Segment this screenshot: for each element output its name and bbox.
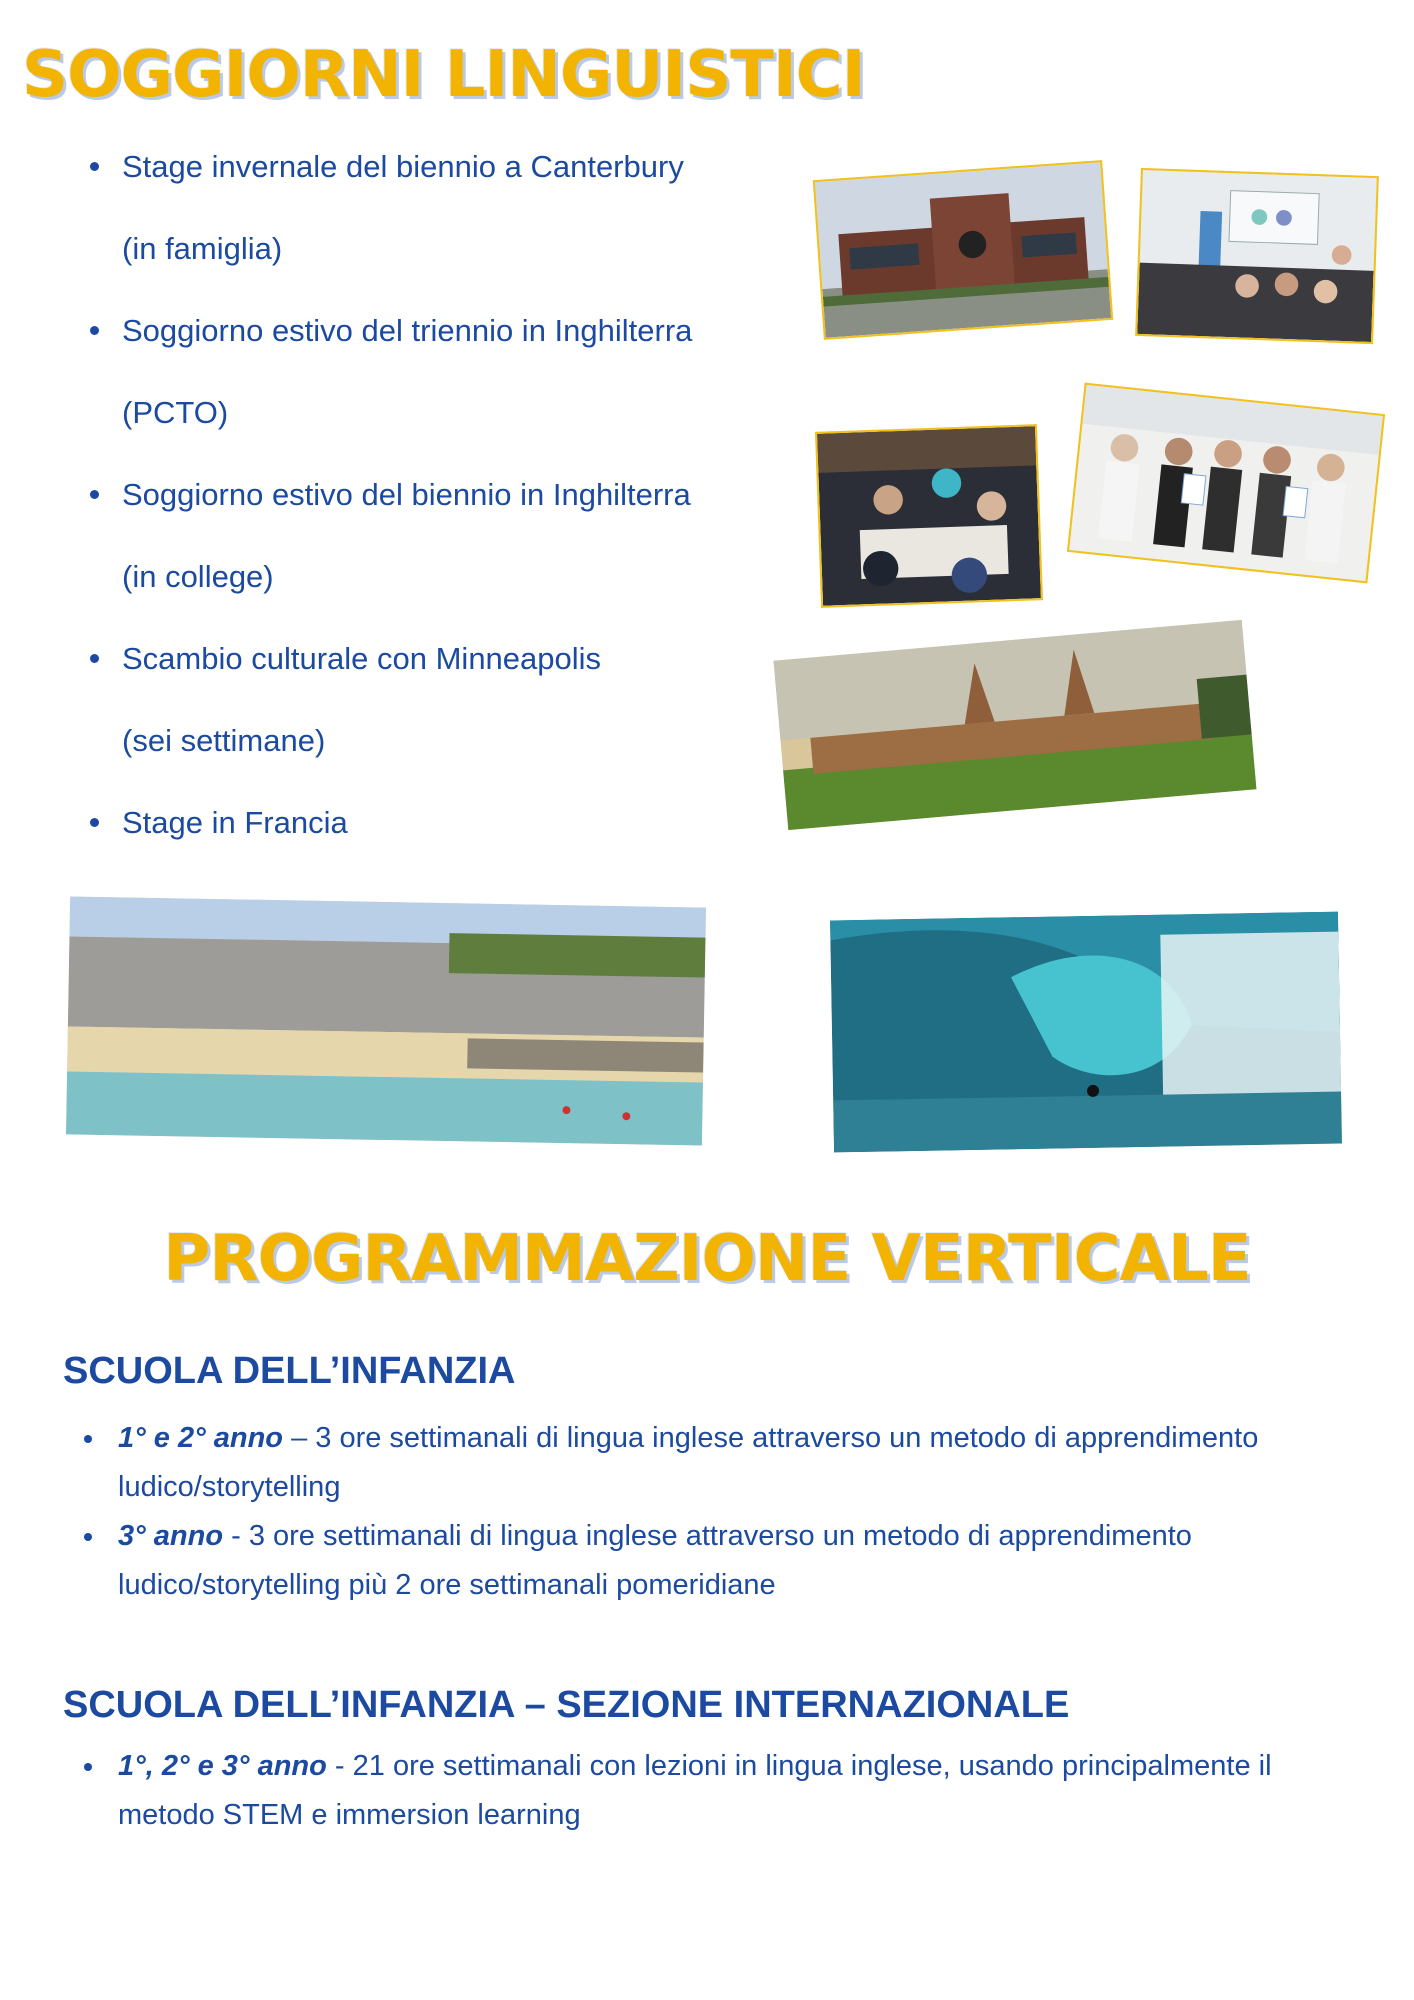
list-item: Soggiorno estivo del triennio in Inghilterra (PCTO): [90, 290, 790, 454]
bullet-icon: [84, 1435, 92, 1443]
bullet-icon: [84, 1533, 92, 1541]
photo-classroom-presentation: [1135, 168, 1379, 344]
list-item: 1° e 2° anno – 3 ore settimanali di lingua inglese attraverso un metodo di apprendimento ludico/storytelling: [82, 1414, 1342, 1512]
list-item: Scambio culturale con Minneapolis (sei settimane): [90, 618, 790, 782]
soggiorni-list: [90, 126, 790, 864]
photo-school-building: [813, 160, 1113, 340]
heading-sezione-internazionale: SCUOLA DELL’INFANZIA – SEZIONE INTERNAZIONALE: [63, 1684, 1070, 1726]
section-title-programmazione: PROGRAMMAZIONE VERTICALE: [163, 1222, 1251, 1296]
list-item: Stage in Francia: [90, 782, 790, 864]
heading-scuola-infanzia: SCUOLA DELL’INFANZIA: [63, 1350, 516, 1392]
bullet-icon: [84, 1763, 92, 1771]
list-item: 3° anno - 3 ore settimanali di lingua inglese attraverso un metodo di apprendimento ludico/storytelling più 2 ore settimanali pomeridiane: [82, 1512, 1342, 1610]
bullet-icon: [90, 654, 99, 663]
internazionale-list: [82, 1742, 1342, 1840]
bullet-icon: [90, 490, 99, 499]
photo-college-gothic-building: [773, 620, 1256, 830]
photo-students-certificates: [1067, 383, 1385, 584]
photo-students-group-work: [815, 424, 1043, 608]
bullet-icon: [90, 818, 99, 827]
infanzia-list: [82, 1414, 1342, 1610]
bullet-icon: [90, 326, 99, 335]
photo-surfing-wave: [830, 912, 1342, 1153]
bullet-icon: [90, 162, 99, 171]
section-title-soggiorni: SOGGIORNI LINGUISTICI: [22, 38, 865, 112]
list-item: Stage invernale del biennio a Canterbury (in famiglia): [90, 126, 790, 290]
photo-seaside-town-beach: [66, 896, 706, 1145]
list-item: 1°, 2° e 3° anno - 21 ore settimanali con lezioni in lingua inglese, usando principalmente il metodo STEM e immersion learning: [82, 1742, 1342, 1840]
list-item: Soggiorno estivo del biennio in Inghilterra (in college): [90, 454, 790, 618]
